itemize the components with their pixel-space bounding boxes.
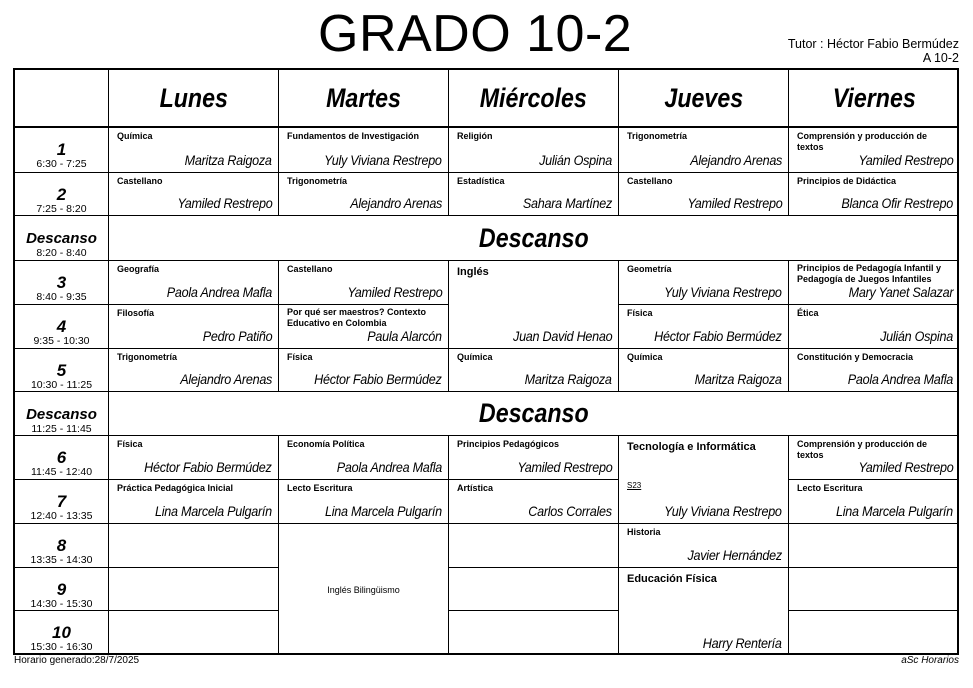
- lesson-cell[interactable]: [109, 173, 279, 216]
- lesson-cell[interactable]: [279, 349, 449, 392]
- period-time: 11:45 - 12:40: [30, 466, 93, 478]
- lesson-cell[interactable]: [619, 128, 789, 173]
- lesson-subject: Castellano: [287, 264, 333, 274]
- lesson-cell[interactable]: [449, 480, 619, 524]
- break-label: Descanso: [479, 398, 589, 428]
- brand-label: aSc Horarios: [901, 655, 959, 666]
- lesson-teacher: Alejandro Arenas: [350, 195, 442, 211]
- lesson-subject: Química: [627, 352, 663, 362]
- lesson-teacher: Blanca Ofir Restrepo: [841, 195, 953, 211]
- period-label: [15, 173, 109, 216]
- period-time: 14:30 - 15:30: [30, 598, 93, 610]
- lesson-subject: Principios de Didáctica: [797, 176, 897, 186]
- lesson-cell[interactable]: [109, 436, 279, 480]
- lesson-subject: Geografía: [117, 264, 160, 274]
- day-label: Miércoles: [479, 82, 588, 113]
- lesson-teacher: Paola Andrea Mafla: [166, 284, 272, 300]
- lesson-cell[interactable]: [109, 261, 279, 305]
- lesson-cell[interactable]: [619, 261, 789, 305]
- lesson-teacher: Maritza Raigoza: [695, 371, 782, 387]
- lesson-cell[interactable]: [449, 436, 619, 480]
- period-time: 12:40 - 13:35: [30, 510, 93, 522]
- day-label: Jueves: [664, 82, 743, 113]
- lesson-cell[interactable]: [789, 436, 959, 480]
- lesson-teacher: Lina Marcela Pulgarín: [325, 503, 442, 519]
- page-title: GRADO 10-2: [318, 5, 633, 63]
- break-label: Descanso: [479, 222, 589, 253]
- break-band: [109, 216, 959, 261]
- corner-cell: [15, 70, 109, 128]
- period-label: [15, 480, 109, 524]
- lesson-cell[interactable]: [279, 524, 449, 655]
- tutor-info: [788, 37, 959, 65]
- period-number: 7: [56, 492, 67, 511]
- lesson-subject: Principios Pedagógicos: [457, 439, 560, 449]
- lesson-subject: Trigonometría: [627, 131, 688, 141]
- period-label: [15, 305, 109, 349]
- period-label: [15, 261, 109, 305]
- lesson-subject: Lecto Escritura: [287, 483, 353, 493]
- lesson-teacher: Héctor Fabio Bermúdez: [144, 459, 272, 475]
- period-time: 11:25 - 11:45: [31, 423, 92, 435]
- empty-cell[interactable]: [789, 568, 959, 611]
- period-number: 2: [56, 185, 67, 204]
- day-header-2: [449, 70, 619, 128]
- period-time: 10:30 - 11:25: [30, 379, 93, 391]
- lesson-subject: Educación Física: [627, 573, 717, 585]
- lesson-teacher: Alejandro Arenas: [180, 371, 272, 387]
- lesson-cell[interactable]: [279, 436, 449, 480]
- lesson-cell[interactable]: [789, 349, 959, 392]
- lesson-cell[interactable]: [109, 305, 279, 349]
- lesson-teacher: Julián Ospina: [880, 328, 953, 344]
- lesson-teacher: Paola Andrea Mafla: [336, 459, 442, 475]
- period-number: 3: [56, 273, 67, 292]
- lesson-teacher: Javier Hernández: [687, 547, 782, 563]
- empty-cell[interactable]: [449, 524, 619, 568]
- day-label: Viernes: [832, 82, 916, 113]
- lesson-subject: Filosofía: [117, 308, 155, 318]
- empty-cell[interactable]: [109, 568, 279, 611]
- period-label: [15, 392, 109, 436]
- period-number: Descanso: [26, 406, 97, 423]
- lesson-subject: Geometría: [627, 264, 672, 274]
- lesson-cell[interactable]: [619, 524, 789, 568]
- lesson-teacher: Paola Andrea Mafla: [847, 371, 953, 387]
- lesson-cell[interactable]: [789, 128, 959, 173]
- period-number: 6: [56, 448, 67, 467]
- lesson-subject: Física: [627, 308, 653, 318]
- day-header-4: [789, 70, 959, 128]
- period-number: 4: [56, 317, 67, 336]
- lesson-subject: Lecto Escritura: [797, 483, 863, 493]
- lesson-subject: Fundamentos de Investigación: [287, 131, 420, 141]
- lesson-cell[interactable]: [619, 305, 789, 349]
- lesson-subject: Inglés Bilingüismo: [327, 584, 400, 595]
- lesson-cell[interactable]: [789, 173, 959, 216]
- lesson-teacher: Alejandro Arenas: [690, 152, 782, 168]
- period-label: [15, 568, 109, 611]
- period-label: [15, 611, 109, 655]
- lesson-cell[interactable]: [789, 305, 959, 349]
- day-label: Martes: [326, 82, 401, 113]
- lesson-teacher: Yamiled Restrepo: [858, 459, 953, 475]
- lesson-teacher: Juan David Henao: [512, 328, 612, 344]
- period-number: 5: [56, 361, 67, 380]
- lesson-subject: Estadística: [457, 176, 505, 186]
- lesson-teacher: Lina Marcela Pulgarín: [836, 503, 953, 519]
- lesson-subject: Religión: [457, 131, 493, 141]
- period-time: 7:25 - 8:20: [36, 203, 87, 215]
- lesson-cell[interactable]: [619, 349, 789, 392]
- lesson-teacher: Yuly Viviana Restrepo: [664, 284, 782, 300]
- lesson-subject: Principios de Pedagogía Infantil y Pedagogía de Juegos Infantiles: [797, 263, 942, 284]
- lesson-cell[interactable]: [449, 173, 619, 216]
- period-label: [15, 216, 109, 261]
- period-time: 15:30 - 16:30: [30, 641, 93, 653]
- lesson-subject: Castellano: [627, 176, 673, 186]
- lesson-cell[interactable]: [279, 480, 449, 524]
- lesson-teacher: Maritza Raigoza: [525, 371, 612, 387]
- lesson-subject: Práctica Pedagógica Inicial: [117, 483, 234, 493]
- empty-cell[interactable]: [449, 611, 619, 655]
- lesson-cell[interactable]: [449, 261, 619, 349]
- lesson-subject: Artística: [457, 483, 494, 493]
- lesson-teacher: Yamiled Restrepo: [517, 459, 612, 475]
- lesson-cell[interactable]: [449, 349, 619, 392]
- lesson-teacher: Sahara Martínez: [522, 195, 612, 211]
- lesson-teacher: Yamiled Restrepo: [687, 195, 782, 211]
- lesson-teacher: Lina Marcela Pulgarín: [155, 503, 272, 519]
- lesson-teacher: Héctor Fabio Bermúdez: [314, 371, 442, 387]
- lesson-cell[interactable]: [109, 480, 279, 524]
- lesson-cell[interactable]: [279, 128, 449, 173]
- period-time: 9:35 - 10:30: [33, 335, 90, 347]
- group-code: A 10-2: [922, 51, 959, 65]
- period-time: 6:30 - 7:25: [36, 158, 87, 170]
- timetable-grid: [13, 68, 959, 655]
- lesson-teacher: Julián Ospina: [539, 152, 612, 168]
- lesson-subject: Trigonometría: [117, 352, 178, 362]
- lesson-subject: Comprensión y producción de textos: [797, 131, 928, 152]
- period-time: 8:20 - 8:40: [36, 247, 87, 259]
- period-number: 1: [56, 140, 67, 159]
- period-label: [15, 128, 109, 173]
- lesson-subject: Economía Política: [287, 439, 365, 449]
- period-number: 8: [56, 536, 67, 555]
- lesson-teacher: Yuly Viviana Restrepo: [664, 503, 782, 519]
- lesson-subject: Física: [287, 352, 313, 362]
- lesson-cell[interactable]: [789, 261, 959, 305]
- empty-cell[interactable]: [449, 568, 619, 611]
- day-header-1: [279, 70, 449, 128]
- lesson-cell[interactable]: [789, 480, 959, 524]
- lesson-subject: Tecnología e Informática: [627, 441, 756, 453]
- lesson-teacher: Yamiled Restrepo: [177, 195, 272, 211]
- period-number: 9: [56, 580, 67, 599]
- period-number: 10: [52, 623, 71, 642]
- lesson-cell[interactable]: [449, 128, 619, 173]
- lesson-subject: Trigonometría: [287, 176, 348, 186]
- empty-cell[interactable]: [109, 611, 279, 655]
- lesson-cell[interactable]: [619, 173, 789, 216]
- day-label: Lunes: [159, 82, 228, 113]
- period-time: 13:35 - 14:30: [30, 554, 93, 566]
- empty-cell[interactable]: [789, 524, 959, 568]
- period-label: [15, 524, 109, 568]
- lesson-subject: Constitución y Democracia: [797, 352, 914, 362]
- period-time: 8:40 - 9:35: [36, 291, 87, 303]
- lesson-teacher: Héctor Fabio Bermúdez: [654, 328, 782, 344]
- lesson-cell[interactable]: [619, 568, 789, 655]
- lesson-teacher: Maritza Raigoza: [185, 152, 272, 168]
- lesson-teacher: Yamiled Restrepo: [858, 152, 953, 168]
- day-header-0: [109, 70, 279, 128]
- lesson-teacher: Yamiled Restrepo: [347, 284, 442, 300]
- break-band: [109, 392, 959, 436]
- lesson-subject: Química: [117, 131, 153, 141]
- lesson-teacher: Yuly Viviana Restrepo: [324, 152, 442, 168]
- tutor-name: Tutor : Héctor Fabio Bermúdez: [787, 37, 959, 51]
- lesson-cell[interactable]: [279, 261, 449, 305]
- period-label: [15, 349, 109, 392]
- lesson-teacher: Paula Alarcón: [367, 328, 442, 344]
- lesson-subject: Inglés: [457, 266, 489, 278]
- lesson-teacher: Harry Rentería: [703, 635, 782, 651]
- lesson-cell[interactable]: [109, 349, 279, 392]
- empty-cell[interactable]: [109, 524, 279, 568]
- period-label: [15, 436, 109, 480]
- lesson-teacher: Pedro Patiño: [202, 328, 272, 344]
- lesson-subject: Comprensión y producción de textos: [797, 439, 928, 460]
- period-number: Descanso: [26, 230, 97, 247]
- day-header-3: [619, 70, 789, 128]
- lesson-cell[interactable]: [109, 128, 279, 173]
- generated-date: Horario generado:28/7/2025: [14, 655, 140, 666]
- lesson-subject: Química: [457, 352, 493, 362]
- lesson-subject: Ética: [797, 308, 819, 318]
- lesson-cell[interactable]: [619, 436, 789, 524]
- lesson-cell[interactable]: [279, 305, 449, 349]
- lesson-subject: Historia: [627, 527, 661, 537]
- lesson-subject: Por qué ser maestros? Contexto Educativo en Colombia: [287, 307, 427, 328]
- lesson-subject: Física: [117, 439, 143, 449]
- empty-cell[interactable]: [789, 611, 959, 655]
- lesson-cell[interactable]: [279, 173, 449, 216]
- lesson-teacher: Mary Yanet Salazar: [848, 284, 953, 300]
- lesson-room: S23: [627, 481, 642, 490]
- lesson-subject: Castellano: [117, 176, 163, 186]
- lesson-teacher: Carlos Corrales: [528, 503, 612, 519]
